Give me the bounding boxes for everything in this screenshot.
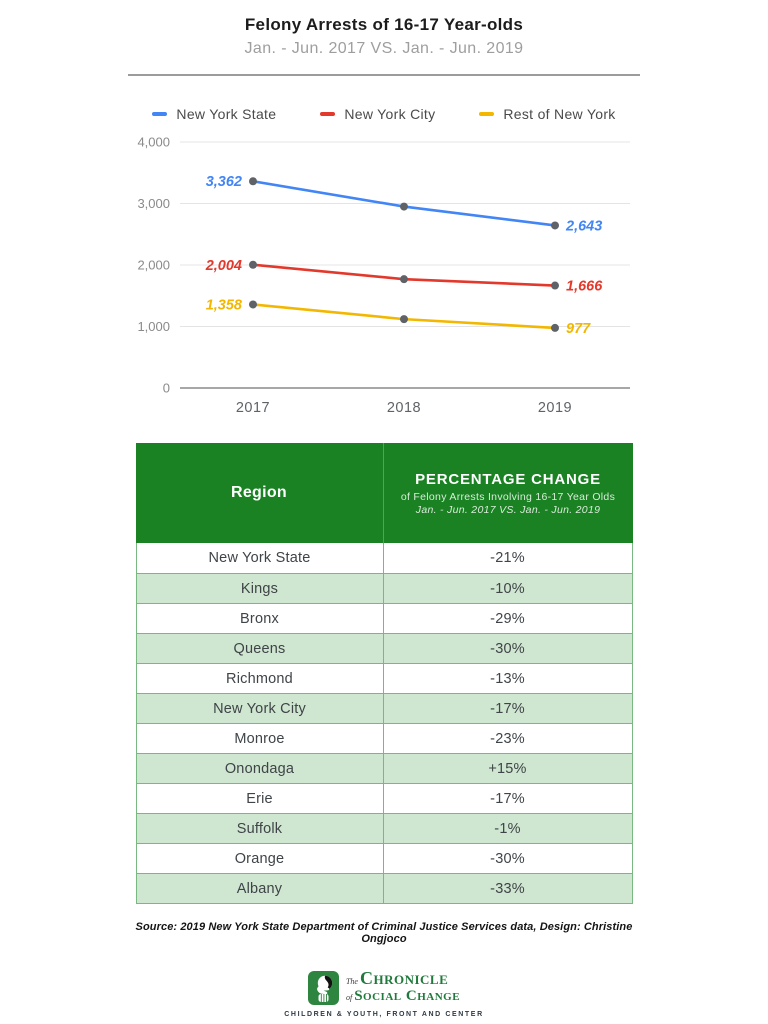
- change-cell: -33%: [383, 874, 632, 903]
- table-row: [137, 783, 632, 813]
- data-point: [551, 282, 559, 290]
- change-cell: -30%: [383, 844, 632, 873]
- change-cell: -17%: [383, 784, 632, 813]
- region-cell: Monroe: [234, 730, 285, 747]
- legend-label: New York City: [344, 106, 436, 122]
- change-cell: -21%: [383, 543, 632, 573]
- table-header: [136, 443, 633, 543]
- change-cell: -17%: [383, 694, 632, 723]
- legend-dash-icon: [320, 112, 335, 116]
- data-point: [400, 315, 408, 323]
- region-cell: Albany: [236, 880, 283, 897]
- table-row: [137, 663, 632, 693]
- source-credit: Source: 2019 New York State Department of Criminal Justice Services data, Design: Christine Ongjoco: [135, 921, 633, 945]
- y-axis-tick-label: 1,000: [137, 319, 170, 334]
- data-point-label: 1,358: [205, 297, 242, 314]
- data-point-label: 977: [566, 320, 591, 337]
- data-point: [400, 275, 408, 283]
- region-cell: New York State: [208, 550, 311, 566]
- legend-label: New York State: [176, 106, 277, 122]
- legend-dash-icon: [152, 112, 167, 116]
- logo-chronicle: Chronicle: [359, 968, 449, 988]
- logo-social-change: Social Change: [354, 988, 461, 1005]
- region-cell: Richmond: [226, 670, 293, 687]
- y-axis-tick-label: 0: [162, 380, 170, 396]
- x-axis-tick-label: 2019: [537, 400, 573, 416]
- page-title: Felony Arrests of 16-17 Year-olds: [244, 15, 524, 34]
- data-point: [551, 221, 559, 229]
- region-cell: New York City: [213, 700, 306, 717]
- chart-legend: [128, 104, 640, 124]
- table-header-region: Region: [230, 484, 288, 501]
- page-subtitle: Jan. - Jun. 2017 VS. Jan. - Jun. 2019: [244, 40, 524, 57]
- region-cell: Erie: [246, 790, 273, 807]
- data-point: [249, 261, 257, 269]
- change-cell: -13%: [383, 664, 632, 693]
- change-cell: -29%: [383, 604, 632, 633]
- data-point-label: 3,362: [205, 174, 242, 191]
- table-row: [137, 633, 632, 663]
- data-point-label: 2,643: [566, 218, 603, 235]
- header-divider: [128, 74, 640, 76]
- region-cell: Bronx: [240, 610, 279, 627]
- table-row: [137, 573, 632, 603]
- logo-wordmark: [346, 969, 460, 1007]
- region-cell: Orange: [234, 850, 285, 867]
- logo-lockup: [308, 969, 460, 1007]
- logo-of: of: [345, 993, 353, 1003]
- data-point: [551, 324, 559, 332]
- data-point-label: 1,666: [566, 278, 603, 295]
- change-cell: -1%: [383, 814, 632, 843]
- table-header-change-sub2: Jan. - Jun. 2017 VS. Jan. - Jun. 2019: [415, 503, 601, 516]
- line-chart: [128, 128, 640, 433]
- hand-globe-logo-icon: [308, 971, 339, 1005]
- logo-tagline: CHILDREN & YOUTH, FRONT AND CENTER: [284, 1010, 484, 1018]
- change-cell: -30%: [383, 634, 632, 663]
- data-point: [249, 300, 257, 308]
- legend-label: Rest of New York: [503, 106, 616, 122]
- percentage-change-table: [136, 443, 633, 904]
- legend-item: [152, 106, 276, 122]
- x-axis-tick-label: 2017: [235, 400, 271, 416]
- x-axis-tick-label: 2018: [386, 400, 422, 416]
- data-point: [400, 203, 408, 211]
- change-cell: -23%: [383, 724, 632, 753]
- table-row: [137, 753, 632, 783]
- change-cell: +15%: [383, 754, 632, 783]
- region-cell: Onondaga: [224, 760, 295, 777]
- table-header-change: [383, 443, 633, 543]
- table-header-change-sub1: of Felony Arrests Involving 16-17 Year Olds: [400, 490, 616, 503]
- publisher-logo: [128, 969, 640, 1018]
- table-row: [137, 813, 632, 843]
- region-cell: Queens: [233, 640, 286, 657]
- table-row: [137, 693, 632, 723]
- region-cell: Suffolk: [236, 820, 283, 837]
- table-row: [137, 723, 632, 753]
- table-body: [136, 543, 633, 904]
- data-point: [249, 177, 257, 185]
- y-axis-tick-label: 4,000: [137, 134, 170, 150]
- legend-item: [479, 106, 615, 122]
- y-axis-tick-label: 3,000: [137, 196, 170, 211]
- data-point-label: 2,004: [205, 257, 242, 274]
- table-row: [137, 873, 632, 903]
- table-row: [137, 543, 632, 573]
- legend-item: [320, 106, 435, 122]
- table-row: [137, 603, 632, 633]
- table-row: [137, 843, 632, 873]
- line-chart-svg: [128, 128, 640, 428]
- legend-dash-icon: [479, 112, 494, 116]
- table-header-change-title: PERCENTAGE CHANGE: [415, 470, 601, 488]
- change-cell: -10%: [383, 574, 632, 603]
- region-cell: Kings: [240, 580, 279, 597]
- logo-the: The: [345, 977, 358, 986]
- y-axis-tick-label: 2,000: [137, 257, 170, 273]
